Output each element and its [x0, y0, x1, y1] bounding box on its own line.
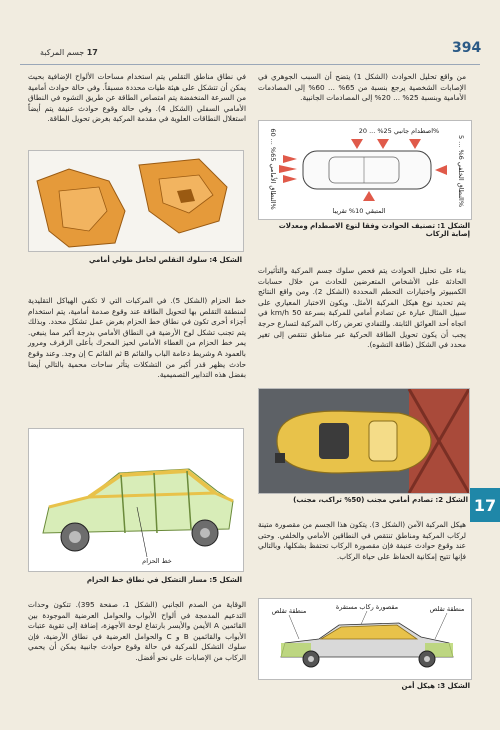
- figure-5: [28, 428, 244, 572]
- paragraph-crumple-zones: في نطاق مناطق التقلص يتم استخدام مساحات الألواح الإضافية بحيث يمكن أن تتشكل على هيئة طيات محددة مسبقاً. وفي حالة حوادث أمامية من السرعة المنخفضة يتم امتصاص الطاقة عن طريق التشوه في النطاق الأمامي السفلي (الشكل 4). وفي حالة وقوع حوادث عنيفة يتم أيضاً استغلال النطاقات العلوية في مقدمة المركبة بغرض تحويل الطاقة.: [28, 72, 246, 124]
- fig3-caption-text: هيكل أمن: [401, 682, 435, 690]
- chapter-tab: 17: [470, 488, 500, 522]
- fig5-caption-label: الشكل 5:: [209, 576, 242, 584]
- fig1-right-label: النطاق الخلفي 6% ... 5%: [457, 134, 465, 208]
- figure-3-diagram: [259, 599, 471, 679]
- figure-4-caption: [28, 256, 242, 264]
- chapter-title: جسم المركبة: [40, 48, 85, 57]
- figure-3-caption: [258, 682, 470, 690]
- fig5-caption-text: مسار التشكل في نطاق خط الحزام: [86, 576, 207, 584]
- figure-4: [28, 150, 244, 252]
- chapter-number: 17: [86, 48, 98, 57]
- fig5-inner-label: خط الحزام: [142, 557, 172, 565]
- right-col-para1: [258, 72, 466, 108]
- figure-3: [258, 598, 472, 680]
- fig3-caption-label: الشكل 3:: [437, 682, 470, 690]
- fig2-caption-text: تصادم أمامي مجنب (50% تراكب، مجنب): [293, 496, 433, 504]
- fig4-caption-label: الشكل 4:: [209, 256, 242, 264]
- fig3-label-front: منطقة تقلص: [429, 605, 465, 613]
- figure-2-photo: [259, 389, 469, 493]
- fig1-bottom-label: المتبقي 10% تقريبا: [332, 207, 386, 215]
- fig4-caption-text: سلوك التقلص لحامل طولي أمامي: [88, 256, 207, 264]
- fig3-label-cabin: مقصورة ركاب مستقرة: [335, 603, 399, 611]
- fig1-caption-text: تصنيف الحوادث وفقا لنوع الاصطدام ومعدلات إصابة الركاب: [278, 222, 470, 238]
- right-col-para3: [258, 520, 466, 566]
- fig1-caption-label: الشكل 1:: [437, 222, 470, 230]
- fig1-top-label: اصطدام جانبي 25% ... 20%: [358, 127, 440, 135]
- right-col-para2: [258, 266, 466, 355]
- figure-2: [258, 388, 470, 494]
- page-number: 394: [452, 40, 482, 56]
- left-col-para3: [28, 600, 246, 668]
- header-rule: [20, 64, 480, 65]
- left-col-para2: [28, 296, 246, 385]
- figure-2-caption: [258, 496, 468, 504]
- figure-1: [258, 120, 472, 220]
- figure-4-photo: [29, 151, 243, 251]
- fig2-caption-label: الشكل 2:: [435, 496, 468, 504]
- figure-5-caption: [28, 576, 242, 584]
- fig3-label-rear: منطقة تقلص: [271, 607, 307, 615]
- paragraph-safe-body: هيكل المركبة الآمن (الشكل 3). يتكون هذا الجسم من مقصورة متينة لركاب المركبة ومناطق تنتقص في النطاقين الأمامي والخلفي. وحتى عند وقوع حوادث عنيفة فإن مقصورة الركاب تحتفظ بشكلها، وبالتالي فإنها تتيح إمكانية الحفاظ على حياة الركاب.: [258, 520, 466, 561]
- figure-1-diagram: [259, 121, 471, 219]
- paragraph-accident-analysis: من واقع تحليل الحوادث (الشكل 1) يتضح أن السبب الجوهري في الإصابات الشخصية يرجع بنسبة من 65% ... 60% إلى المصادمات الأمامية وبنسبة 25% ... 20% إلى المصادمات الجانبية.: [258, 72, 466, 103]
- left-col-para1: [28, 72, 246, 129]
- figure-5-diagram: [29, 429, 243, 571]
- paragraph-belt-line: خط الحزام (الشكل 5). في المركبات التي لا تكفي الهياكل التقليدية لمنطقة التقلص بها لتحويل الطاقة عند وقوع صدمة أمامية، يتم استخدام أجزاء أخرى تكون في نطاق خط الحزام بغرض عمل تشكل محدد. وبذلك يتم تجنب تشكل لوح الأرضية في النطاق الأمامي بدرجة أكبر مما ينبغي. يمر خط الحزام من الغطاء الأمامي لحيز المحرك بأعلى الرفرف ومرور بالعمود A وشريط دعامة الباب والقائم B ثم القائم C إن وجد. وعند وقوع حادث يظهر قدر أكبر من التشكلات يتأثر ساحات محمية بالتالي أيضا بفضل هذه التدابير التصميمية.: [28, 296, 247, 380]
- chapter-header: [40, 48, 98, 57]
- fig1-left-label: النطاق الأمامي 65% ... 60%: [269, 128, 277, 210]
- paragraph-crash-testing: بناء على تحليل الحوادث يتم فحص سلوك جسم المركبة والتأثيرات الحادثة على الأشخاص المتعرضين للحادث من خلال حسابات الكمبيوتر واختبارات التحطم المحددة (الشكل 2). ومن واقع النتائج يتم تحديد نوع هيكل المركبة الأمثل. ويكون الاختبار المعياري على سبيل المثال عبارة عن تصادم أمامي للمركبة بسرعة 50 km/h في اتجاه أحد العوائق الثابتة. وللتفادي تعرض ركاب المركبة لتسارع حرجة يجب أن يكون تحويل الطاقة الحركية عبر مناطق تنتقص إلى تغير محدد في الشكل (طاقة التشوه).: [258, 266, 466, 350]
- car-topview: [303, 151, 431, 189]
- figure-1-caption: [258, 222, 470, 238]
- paragraph-side-impact: الوقاية من الصدم الجانبي (الشكل 1، صفحة 395). تتكون وحدات التدعيم المدمجة في ألواح الأبواب والحوامل العرضية الموجودة بين القائمين A الأيمن والأيسر بارتفاع لوحة الأجهزة، إضافة إلى تقوية عتبات الأبواب والقائمين B و C والحوامل العرضية في نطاق الأرضية، فإن سلوك التشكل للمركبة في حالة وقوع حوادث جانبية يمكن أن يحمي الركاب من الإصابات على نحو أفضل.: [28, 600, 246, 662]
